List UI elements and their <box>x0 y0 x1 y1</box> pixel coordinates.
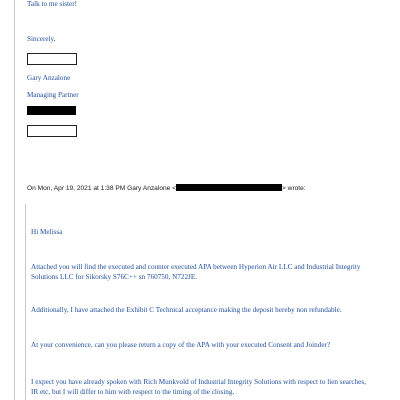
quoted-header-suffix: > wrote: <box>282 185 306 192</box>
redacted-email-address <box>176 184 282 191</box>
quoted-header-prefix: On Mon, Apr 19, 2021 at 1:38 PM Gary Anzalone < <box>27 185 176 192</box>
quote-border <box>25 204 26 400</box>
quoted-header <box>27 184 306 192</box>
redacted-outline-box <box>27 53 77 65</box>
sign-off: Sincerely, <box>27 35 56 43</box>
quoted-paragraph-1: Attached you will find the executed and counter executed APA between Hyperion Air LLC and Industrial Integrity Solutions LLC for Sikorsky S76C++ sn 760750, N722JE. <box>31 263 361 281</box>
closing-line: Talk to me sister! <box>27 0 77 8</box>
quoted-paragraph-3: At your convenience, can you please return a copy of the APA with your executed Consent and Joinder? <box>31 341 331 349</box>
quoted-salutation: Hi Melissa <box>31 228 63 236</box>
email-left-border <box>14 0 15 400</box>
redacted-outline-box-2 <box>27 125 77 137</box>
sender-title: Managing Partner <box>27 91 79 99</box>
quoted-paragraph-4: I expect you have already spoken with Rich Munkvold of Industrial Integrity Solutions with respect to lien searches, IR etc, but I will differ to him with respect to the timing of the closing. <box>31 378 366 396</box>
sender-name: Gary Anzalone <box>27 74 71 82</box>
redacted-block <box>27 106 76 115</box>
quoted-paragraph-2: Additionally, I have attached the Exhibit C Technical acceptance making the deposit hereby non refundable. <box>31 306 342 314</box>
